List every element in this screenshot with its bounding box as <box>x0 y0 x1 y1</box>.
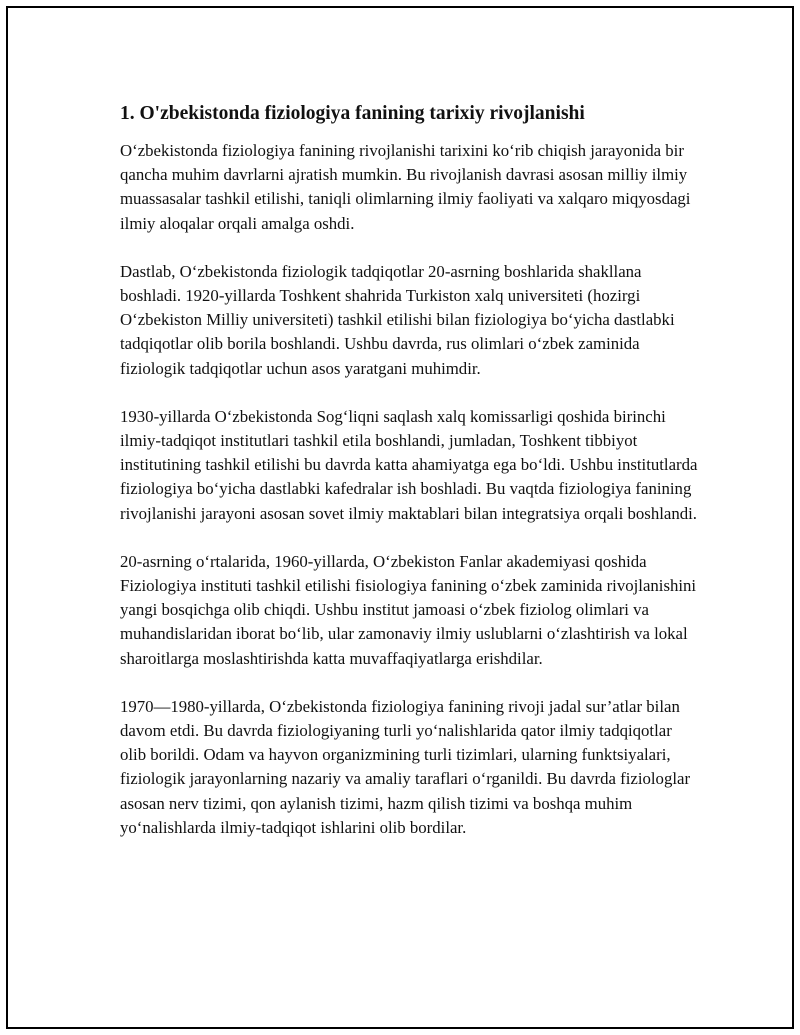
page-frame <box>6 6 794 1029</box>
paragraph-2: Dastlab, O‘zbekistonda fiziologik tadqiqotlar 20-asrning boshlarida shakllana boshladi. 1920-yillarda Toshkent shahrida Turkiston xalq universiteti (hozirgi O‘zbekiston Milliy universiteti) tashkil etilishi bilan fiziologiya bo‘yicha dastlabki tadqiqotlar olib borila boshlandi. Ushbu davrda, rus olimlari o‘zbek zaminida fiziologik tadqiqotlar uchun asos yaratgani muhimdir. <box>120 261 675 378</box>
paragraph-4: 20-asrning o‘rtalarida, 1960-yillarda, O‘zbekiston Fanlar akademiyasi qoshida Fiziologiya instituti tashkil etilishi fisiologiya fanining o‘zbek zaminida rivojlanishini yangi bosqichga olib chiqdi. Ushbu institut jamoasi o‘zbek fiziolog olimlari va muhandislaridan iborat bo‘lib, ular zamonaviy ilmiy uslublarni o‘zlashtirish va lokal sharoitlarga moslashtirishda katta muvaffaqiyatlarga erishdilar. <box>120 551 697 668</box>
paragraph-3: 1930-yillarda O‘zbekistonda Sog‘liqni saqlash xalq komissarligi qoshida birinchi ilmiy-tadqiqot institutlari tashkil etila boshlandi, jumladan, Toshkent tibbiyot institutining tashkil etilishi bu davrda katta ahamiyatga ega bo‘ldi. Ushbu institutlarda fiziologiya bo‘yicha dastlabki kafedralar ish boshladi. Bu vaqtda fiziologiya fanining rivojlanishi jarayoni asosan sovet ilmiy maktablari bilan integratsiya orqali boshlandi. <box>120 406 698 523</box>
section-title: 1. O'zbekistonda fiziologiya fanining tarixiy rivojlanishi <box>120 103 585 124</box>
paragraph-5: 1970—1980-yillarda, O‘zbekistonda fiziologiya fanining rivoji jadal sur’atlar bilan davom etdi. Bu davrda fiziologiyaning turli yo‘nalishlarida qator ilmiy tadqiqotlar olib borildi. Odam va hayvon organizmining turli tizimlari, ularning funktsiyalari, fiziologik jarayonlarning nazariy va amaliy taraflari o‘rganildi. Bu davrda fiziologlar asosan nerv tizimi, qon aylanish tizimi, hazm qilish tizimi va boshqa muhim yo‘nalishlarda ilmiy-tadqiqot ishlarini olib bordilar. <box>120 696 691 837</box>
document-body <box>120 101 700 864</box>
paragraph-1: O‘zbekistonda fiziologiya fanining rivojlanishi tarixini ko‘rib chiqish jarayonida bir qancha muhim davrlarni ajratish mumkin. Bu rivojlanish davrasi asosan milliy ilmiy muassasalar tashkil etilishi, taniqli olimlarning ilmiy faoliyati va xalqaro miqyosdagi ilmiy aloqalar orqali amalga oshdi. <box>120 141 691 233</box>
